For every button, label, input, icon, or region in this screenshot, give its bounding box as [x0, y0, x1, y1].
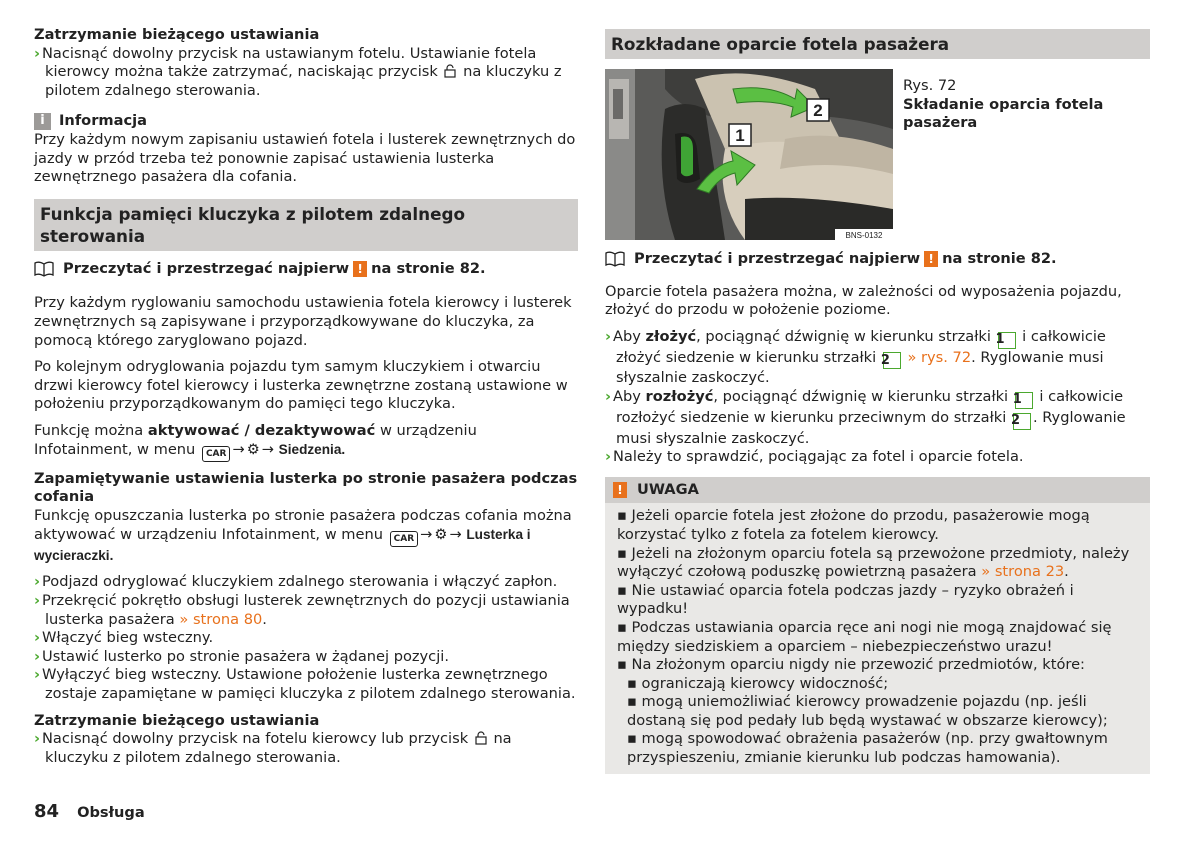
unlock-icon — [444, 64, 456, 78]
figure-72-link[interactable]: » rys. 72 — [907, 348, 972, 366]
warning-item: ▪ Nie ustawiać oparcia fotela podczas jazdy – ryzyko obrażeń i wypadku! — [617, 581, 1074, 618]
figure-label: Rys. 72 — [903, 77, 957, 94]
mirror-step: › Podjazd odryglować kluczykiem zdalnego sterowania i włączyć zapłon. — [34, 573, 558, 591]
step-arrow: › — [34, 44, 41, 62]
paragraph-activate: Funkcję można aktywować / dezaktywować w urządzeniu Infotainment, w menu CAR → ⚙ → Siedzenia. — [34, 422, 578, 462]
section-title-key-memory: Funkcja pamięci kluczyka z pilotem zdalnego sterowania — [34, 199, 578, 251]
arrow-ref-1: 1 — [998, 332, 1016, 349]
warning-icon: ! — [924, 251, 938, 267]
unfold-step: › Aby rozłożyć, pociągnąć dźwignię w kierunku strzałki 1 i całkowicie rozłożyć siedzenie w kierunku przeciwnym do strzałki 2 . Ryglowanie musi słyszalnie zaskoczyć. — [605, 387, 1126, 447]
figure-callout-1: 1 — [735, 126, 745, 145]
right-column — [605, 29, 1150, 774]
section-title-fold-seat: Rozkładane oparcie fotela pasażera — [605, 29, 1150, 59]
read-first-line: Przeczytać i przestrzegać najpierw ! na stronie 82. — [34, 260, 578, 279]
warning-icon: ! — [613, 482, 627, 498]
warning-heading: ! UWAGA — [605, 477, 1150, 504]
warning-subitem: ▪ ograniczają kierowcy widoczność; — [627, 674, 889, 692]
warning-subitem: ▪ mogą spowodować obrażenia pasażerów (np. przy gwałtownym przyspieszeniu, zmianie kierunku lub podczas hamowania). — [627, 730, 1108, 767]
book-icon — [605, 251, 625, 267]
warning-item: ▪ Jeżeli na złożonym oparciu fotela są przewożone przedmioty, należy wyłączyć czołową poduszkę powietrzną pasażera » strona 23. — [617, 544, 1130, 581]
stop-adjust-step: › Nacisnąć dowolny przycisk na ustawianym fotelu. Ustawianie fotela kierowcy można także zatrzymać, naciskając przycisk na kluczyku z pilotem zdalnego sterowania. — [34, 44, 562, 99]
figure-title: Składanie oparcia fotela pasażera — [903, 95, 1104, 132]
info-icon: i — [34, 113, 51, 130]
page-80-link[interactable]: » strona 80 — [179, 610, 263, 628]
settings-icon: ⚙ — [434, 525, 448, 543]
figure-callout-2: 2 — [813, 101, 823, 120]
mirror-step: › Włączyć bieg wsteczny. — [34, 629, 214, 647]
arrow-ref-2: 2 — [1013, 413, 1031, 430]
left-column — [34, 26, 578, 767]
mirror-memory-text: Funkcję opuszczania lusterka po stronie pasażera podczas cofania można aktywować w urządzeniu Infotainment, w menu CAR → ⚙ → Lusterka i wycieraczki. — [34, 506, 572, 563]
menu-mirrors-wipers: Lusterka i wycieraczki. — [34, 526, 531, 563]
figure-code: BNS-0132 — [845, 231, 883, 240]
seat-fold-illustration — [605, 69, 893, 240]
figure-caption — [903, 69, 1143, 240]
warning-icon: ! — [353, 261, 367, 277]
stop-adjust-title: Zatrzymanie bieżącego ustawiania — [34, 26, 320, 43]
car-button-icon: CAR — [202, 446, 231, 462]
read-page-link[interactable]: na stronie 82. — [371, 259, 486, 277]
car-button-icon: CAR — [390, 531, 419, 547]
check-step: › Należy to sprawdzić, pociągając za fotel i oparcie fotela. — [605, 448, 1024, 466]
fold-step: › Aby złożyć, pociągnąć dźwignię w kierunku strzałki 1 i całkowicie złożyć siedzenie w kierunku strzałki 2 » rys. 72. Ryglowanie musi słyszalnie zaskoczyć. — [605, 327, 1106, 387]
warning-box — [605, 477, 1150, 774]
mirror-memory-title: Zapamiętywanie ustawienia lusterka po stronie pasażera podczas cofania — [34, 469, 578, 506]
info-text: Przy każdym nowym zapisaniu ustawień fotela i lusterek zewnętrznych do jazdy w przód trzeba też ponownie zapisać ustawienia lusterka zewnętrznego pasażera dla cofania. — [34, 130, 576, 186]
read-first-line: Przeczytać i przestrzegać najpierw ! na stronie 82. — [605, 250, 1150, 269]
arrow-ref-2: 2 — [883, 352, 901, 369]
paragraph-unlock-restore: Po kolejnym odryglowania pojazdu tym samym kluczykiem i otwarciu drzwi kierowcy fotel kierowcy i lusterka zewnętrzne zostaną ustawione w położeniu przyporządkowanym do pamięci tego kluczyka. — [34, 358, 568, 413]
mirror-step: › Przekręcić pokrętło obsługi lusterek zewnętrznych do pozycji ustawiania lusterka pasażera » strona 80. — [34, 592, 570, 628]
mirror-step: › Wyłączyć bieg wsteczny. Ustawione położenie lusterka zewnętrznego zostaje zapamiętane w pamięci kluczyka z pilotem zdalnego sterowania. — [34, 666, 576, 703]
figure-72 — [605, 69, 1150, 240]
mirror-step: › Ustawić lusterko po stronie pasażera w żądanej pozycji. — [34, 647, 449, 665]
page-number: 84 — [34, 801, 60, 822]
arrow-ref-1: 1 — [1015, 392, 1033, 409]
read-page-link[interactable]: na stronie 82. — [942, 250, 1057, 267]
chapter-label: Obsługa — [77, 804, 145, 821]
fold-intro: Oparcie fotela pasażera można, w zależności od wyposażenia pojazdu, złożyć do przodu w położenie poziome. — [605, 282, 1122, 319]
page-23-link[interactable]: » strona 23 — [981, 563, 1065, 581]
warning-subitem: ▪ mogą uniemożliwiać kierowcy prowadzenie pojazdu (np. jeśli dostaną się pod pedały lub będą wystawać w obszarze kierowcy); — [627, 693, 1108, 729]
page-footer — [34, 803, 145, 823]
book-icon — [34, 261, 54, 277]
menu-seats: Siedzenia. — [278, 441, 346, 457]
warning-item: ▪ Jeżeli oparcie fotela jest złożone do przodu, pasażerowie mogą korzystać tylko z fotela za fotelem kierowcy. — [617, 507, 1090, 543]
stop-adjust-step-2: › Nacisnąć dowolny przycisk na fotelu kierowcy lub przycisk na kluczyku z pilotem zdalnego sterowania. — [34, 730, 512, 766]
settings-icon: ⚙ — [246, 440, 260, 458]
paragraph-lock-save: Przy każdym ryglowaniu samochodu ustawienia fotela kierowcy i lusterek zewnętrznych są zapisywane i przyporządkowywane do kluczyka, za pomocą którego zaryglowano pojazd. — [34, 294, 572, 349]
warning-item: ▪ Na złożonym oparciu nigdy nie przewozić przedmiotów, które: — [617, 656, 1085, 674]
unlock-icon — [475, 731, 487, 745]
stop-adjust-title-2: Zatrzymanie bieżącego ustawiania — [34, 711, 320, 729]
warning-item: ▪ Podczas ustawiania oparcia ręce ani nogi nie mogą znajdować się między siedziskiem a oparciem – niebezpieczeństwo urazu! — [617, 618, 1112, 655]
info-heading: i Informacja — [34, 112, 578, 131]
